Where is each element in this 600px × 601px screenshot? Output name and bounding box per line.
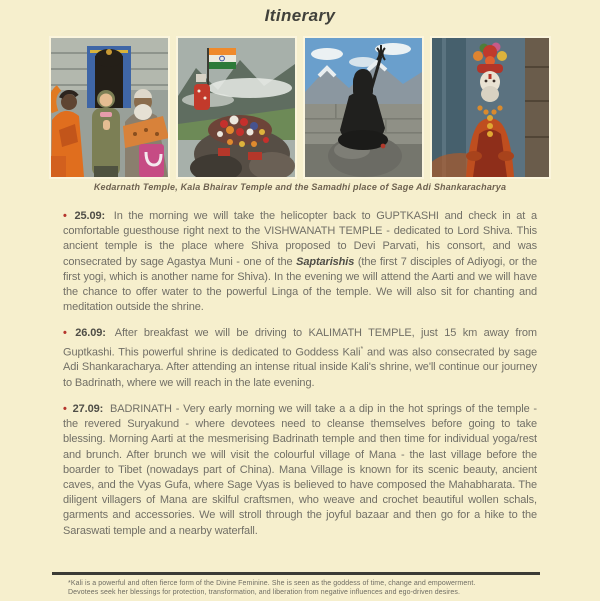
- sadhu-portrait-illustration: [432, 38, 549, 177]
- entry-text: and was also consecrated by sage Adi Shankaracharya. After attending an intense ritual inside Kali's shrine, we'll continue our journey to Badrinath, where we will reach in the late evening.: [63, 346, 537, 389]
- itinerary-entry-26-09: [63, 326, 537, 390]
- entry-date: 26.09:: [75, 327, 106, 340]
- itinerary-page: [0, 5, 600, 601]
- photo-gallery: [0, 36, 600, 179]
- photo-kala-bhairav-shrine: [176, 36, 297, 179]
- entry-date: 25.09:: [74, 210, 106, 222]
- bullet-icon: •: [63, 327, 67, 340]
- bullet-icon: •: [63, 210, 67, 222]
- photo-sadhu-portrait: [430, 36, 551, 179]
- itinerary-entry-25-09: [63, 209, 537, 315]
- photo-kedarnath-temple-group: [49, 36, 170, 179]
- shankaracharya-samadhi-illustration: [305, 38, 422, 177]
- page-title: Itinerary: [264, 6, 336, 25]
- footnote-reference-asterisk: *: [360, 345, 364, 353]
- footnote-line-2: Devotees seek her blessings for protection, transformation, and liberation from negative influences and ego-driven desires.: [68, 589, 461, 597]
- kala-bhairav-shrine-illustration: [178, 38, 295, 177]
- footnote: [0, 572, 600, 598]
- entry-text: (the first 7 disciples of Adiyogi, or the first yogi, which is another name for Shiva). In the evening we will attend the Aarti and we will have the chance to offer water to the powerful Linga of the temple. We will also sit for chanting and meditation outside the shrine.: [63, 255, 538, 314]
- footnote-line-1: *Kali is a powerful and often fierce form of the Divine Feminine. She is seen as the goddess of time, change and empowerment.: [68, 579, 476, 587]
- kedarnath-temple-group-illustration: [51, 38, 168, 177]
- entry-date: 27.09:: [72, 402, 104, 415]
- highlighted-term: Saptarishis: [296, 255, 355, 268]
- itinerary-entry-27-09: [63, 402, 537, 539]
- itinerary-content: [63, 209, 537, 539]
- photo-shankaracharya-samadhi: [303, 36, 424, 179]
- entry-text: BADRINATH - Very early morning we will take a a dip in the hot springs of the temple - the revered Suryakund - where devotees need to cleanse themselves before going to take blessing. Morning Aarti at the mesmerising Badrinath temple and then time for individual yoga/rest and brunch. After brunch we will visit the colourful village of Mana - the last village before the boarder to Tibet (nowadays part of China). Mana Village is known for its scenic beauty, ancient caves, and the Vyas Gufa, where Sage Vyas is believed to have composed the Mahabharata. The diligent villagers of Mana are skilful craftsmen, who weave and crochet beautiful wollen schals, garments and accessories. We will stroll through the joyful bazaar and then go for a hike to the Saraswati temple and a nearby waterfall.: [63, 402, 537, 537]
- gallery-caption: Kedarnath Temple, Kala Bhairav Temple and the Samadhi place of Sage Adi Shankaracharya: [93, 182, 507, 192]
- entry-text: In the morning we will take the helicopter back to GUPTKASHI and check in at a comfortable guesthouse right next to the VISHWANATH TEMPLE - dedicated to Lord Shiva. This ancient temple is the place where Shiva proposed to Devi Parvati, his consort, and was consecrated by sage Agastya Muni - one of the: [63, 210, 537, 268]
- bullet-icon: •: [63, 402, 67, 415]
- entry-text: After breakfast we will be driving to KALIMATH TEMPLE, just 15 km away from Guptkashi. This powerful shrine is dedicated to Goddess Kali: [63, 327, 537, 359]
- footnote-divider: [52, 572, 540, 575]
